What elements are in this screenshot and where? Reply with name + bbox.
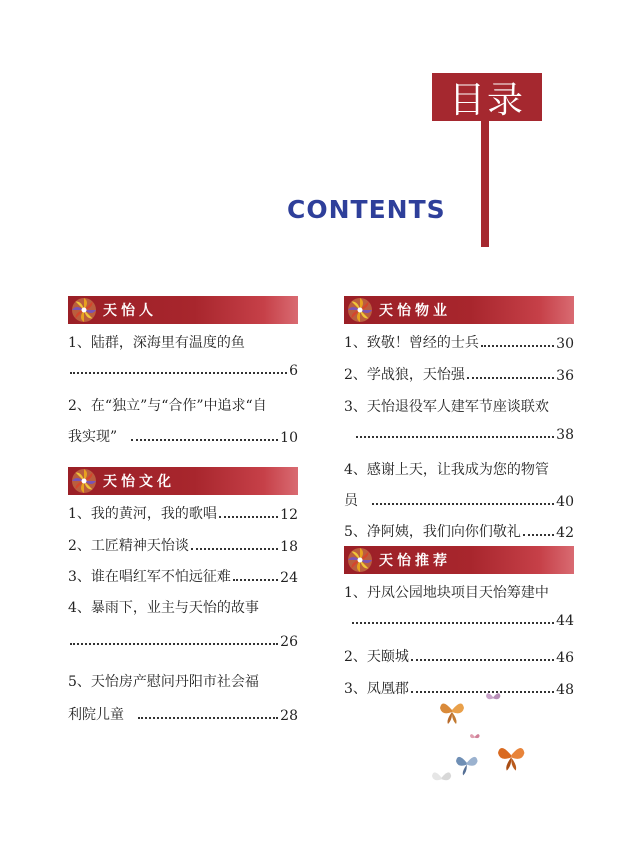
toc-entry[interactable] (344, 521, 574, 541)
pinwheel-flower-icon (347, 297, 373, 323)
section-header-tianyi-wuye (344, 296, 574, 324)
toc-title-en: CONTENTS (287, 195, 446, 224)
section-title: 天怡文化 (103, 474, 175, 490)
toc-entry-line-cont: 员 (344, 493, 358, 509)
toc-entry-title: 5、净阿姨，我们向你们敬礼 (344, 524, 521, 540)
pinwheel-flower-icon (71, 468, 97, 494)
page-number: 6 (289, 363, 298, 379)
toc-entry-title: 2、工匠精神天怡谈 (68, 538, 189, 554)
toc-entry-leader[interactable] (68, 426, 298, 446)
butterfly-icon (432, 772, 451, 780)
toc-entry-leader[interactable] (68, 634, 298, 650)
page-number: 18 (280, 539, 298, 555)
section-header-tianyi-tuijian (344, 546, 574, 574)
toc-entry-leader[interactable] (68, 363, 298, 379)
toc-entry-leader[interactable] (344, 613, 574, 629)
toc-entry[interactable] (68, 566, 298, 586)
toc-entry-leader[interactable] (344, 427, 574, 443)
page-number: 24 (280, 570, 298, 586)
toc-entry-line[interactable]: 1、丹凤公园地块项目天怡筹建中 (344, 585, 549, 601)
toc-entry-line[interactable]: 1、陆群，深海里有温度的鱼 (68, 335, 245, 351)
butterfly-icon (440, 703, 464, 724)
page-number: 48 (556, 682, 574, 698)
toc-entry[interactable] (344, 332, 574, 352)
section-title: 天怡推荐 (379, 553, 451, 569)
butterfly-icon (486, 693, 500, 699)
page-number: 38 (556, 427, 574, 443)
toc-entry[interactable] (68, 535, 298, 555)
page-number: 26 (280, 634, 298, 650)
section-header-tianyi-wenhua (68, 467, 298, 495)
toc-entry-title: 2、学战狼，天怡强 (344, 367, 465, 383)
toc-entry-title: 1、我的黄河，我的歌唱 (68, 506, 217, 522)
page-number: 46 (556, 650, 574, 666)
page-number: 10 (280, 430, 298, 446)
title-stem-decoration (481, 121, 489, 247)
toc-entry-title: 2、天颐城 (344, 649, 409, 665)
page-number: 36 (556, 368, 574, 384)
section-header-tianyiren (68, 296, 298, 324)
toc-entry-line[interactable]: 3、天怡退役军人建军节座谈联欢 (344, 399, 549, 415)
toc-entry-line-cont: 我实现” (68, 429, 118, 445)
butterfly-icon (456, 757, 478, 775)
page-number: 30 (556, 336, 574, 352)
toc-entry-title: 1、致敬！曾经的士兵 (344, 335, 479, 351)
page-number: 12 (280, 507, 298, 523)
toc-entry-title: 3、谁在唱红军不怕远征难 (68, 569, 231, 585)
butterfly-icon (498, 748, 524, 771)
toc-entry-line-cont: 利院儿童 (68, 707, 124, 723)
butterfly-decoration (420, 660, 540, 790)
section-title: 天怡物业 (379, 303, 451, 319)
toc-title-cn: 目录 (448, 79, 525, 121)
page-number: 44 (556, 613, 574, 629)
pinwheel-flower-icon (347, 547, 373, 573)
toc-title-box (432, 73, 542, 121)
toc-entry[interactable] (344, 364, 574, 384)
toc-entry-line[interactable]: 4、暴雨下，业主与天怡的故事 (68, 600, 259, 616)
toc-entry-title: 3、凤凰郡 (344, 681, 409, 697)
toc-entry-line[interactable]: 2、在“独立”与“合作”中追求“自 (68, 398, 267, 414)
butterfly-icon (470, 734, 480, 738)
section-title: 天怡人 (103, 303, 157, 319)
toc-entry[interactable] (68, 503, 298, 523)
pinwheel-flower-icon (71, 297, 97, 323)
toc-entry-line[interactable]: 4、感谢上天，让我成为您的物管 (344, 462, 549, 478)
toc-entry-line[interactable]: 5、天怡房产慰问丹阳市社会福 (68, 674, 259, 690)
page-number: 28 (280, 708, 298, 724)
toc-entry-leader[interactable] (344, 490, 574, 510)
page-number: 42 (556, 525, 574, 541)
page-number: 40 (556, 494, 574, 510)
toc-entry-leader[interactable] (68, 704, 298, 724)
